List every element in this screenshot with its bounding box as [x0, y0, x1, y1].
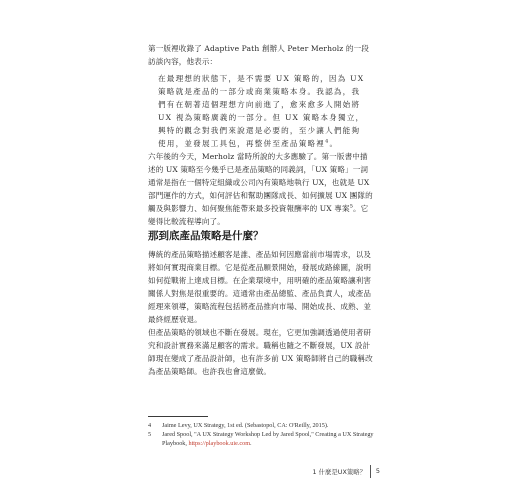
- chapter-label: 1 什麼是UX策略？: [312, 468, 366, 476]
- evolution-text: 但產品策略的領域也不斷在發展。現在，它更加強調透過使用者研究和設計實務來滿足顧客的需求。職稱也隨之不斷發展，UX 設計師現在變成了產品設計師，也有許多前 UX 策略師將自己的職稱改為產品策略師。也許我也會這麼做。: [148, 328, 373, 376]
- playbook-link[interactable]: https://playbook.uie.com: [188, 440, 251, 447]
- block-quote: 在最理想的狀態下，是不需要 UX 策略的，因為 UX 策略就是產品的一部分或商業策略本身。我認為，我們有在朝著這個理想方向前進了，愈來愈多人開始將 UX 視為策略廣義的一部分。但 UX 策略本身獨立，興特的觀念對我們來說還是必要的，至少讓人們能夠使用，並發展工具包，再整併至產品策略裡$^4$。: [158, 74, 365, 148]
- merholz-text: 六年後的今天，Merholz 當時所說的大多應驗了。第一版書中描述的 UX 策略至今幾乎已是產品策略的同義詞，「UX 策略」一詞通常是指在一個特定組織或公司內有策略地執行 UX，也就是 UX 部門運作的方式，如何評估和幫助團隊成長、如何擴展 UX 團隊的觸及與影響力、如何聚焦能帶來最多投資報酬率的 UX 專案: [148, 152, 373, 213]
- evolution-paragraph: [148, 326, 374, 378]
- footnote-5: [148, 430, 380, 448]
- section-heading: 那到底產品策略是什麼？: [148, 230, 264, 242]
- intro-paragraph: [148, 42, 374, 68]
- footnote-text-end: .: [250, 440, 252, 447]
- footnotes: [148, 421, 380, 448]
- footnote-4: [148, 421, 380, 430]
- merholz-tail: 。它變得比較流程導向了。: [148, 204, 369, 226]
- footnote-text: Jared Spool, "A UX Strategy Workshop Led by Jared Spool," Creating a UX Strategy Playbook,: [162, 431, 374, 447]
- footnote-number: 5: [148, 431, 152, 438]
- quote-text: 在最理想的狀態下，是不需要 UX 策略的，因為 UX 策略就是產品的一部分或商業策略本身。我認為，我們有在朝著這個理想方向前進了，愈來愈多人開始將 UX 視為策略廣義的一部分。但 UX 策略本身獨立，興特的觀念對我們來說還是必要的，至少讓人們能夠使用，並發展工具包，再整併至產品策略裡: [158, 74, 365, 148]
- product-strategy-paragraph: [148, 248, 374, 326]
- page-footer: [300, 467, 380, 477]
- intro-text: 第一版裡收錄了 Adaptive Path 創辦人 Peter Merholz 的一段訪談內容，他表示：: [148, 44, 369, 66]
- footnote-divider: [148, 416, 208, 417]
- footnote-ref-4[interactable]: 4: [325, 138, 330, 145]
- merholz-paragraph: [148, 150, 374, 228]
- footnote-number: 4: [148, 422, 152, 429]
- product-strategy-text: 傳統的產品策略描述顧客是誰、產品如何因應當前市場需求，以及將如何實現商業目標。它是從產品願景開始，發展成路線圖，說明如何從戰術上達成目標。在企業環境中，用明確的產品策略讓利害關係人對焦是很重要的。這通常由產品總監、產品負責人，或產品經理來領導，策略流程包括將產品推向市場、開始成長、成熟、並最終經歷衰退。: [148, 250, 372, 324]
- footer-separator: [370, 465, 371, 478]
- footnote-ref-5[interactable]: 5: [349, 203, 353, 210]
- footnote-text: Jaime Levy, UX Strategy, 1st ed. (Sebastopol, CA: O'Reilly, 2015).: [162, 422, 329, 429]
- page-number: 5: [375, 467, 380, 475]
